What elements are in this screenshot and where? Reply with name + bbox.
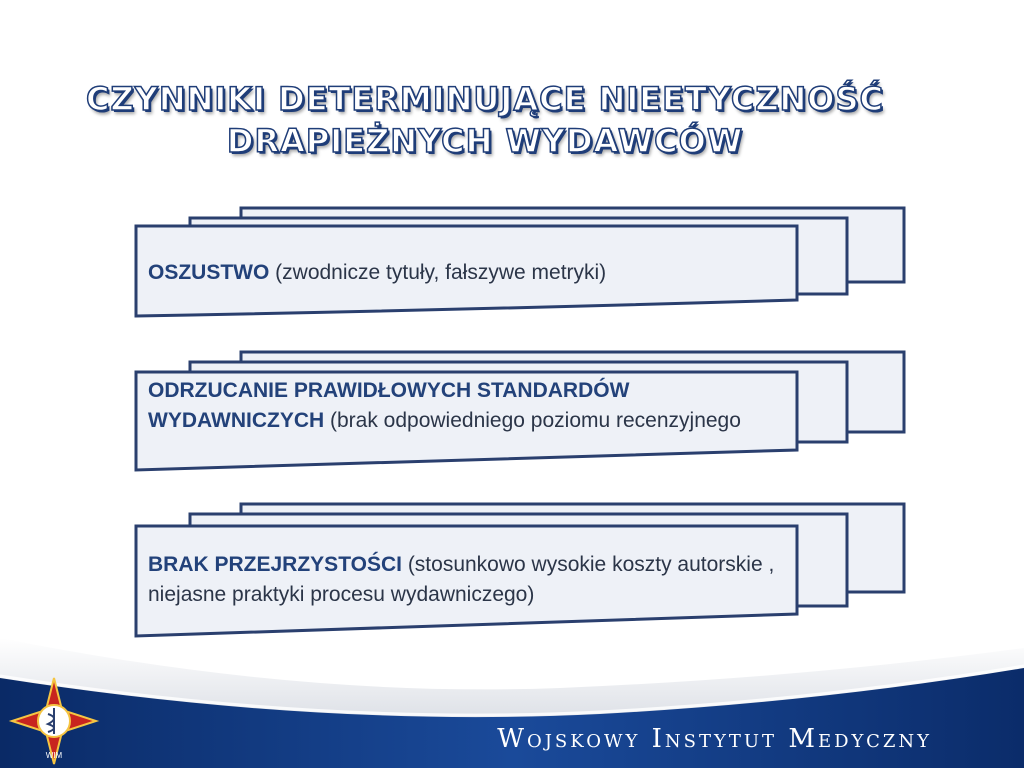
card-text-2 (148, 376, 788, 436)
logo-text: WIM (45, 751, 63, 760)
card-3-rest: (stosunkowo wysokie koszty autorskie , niejasne praktyki procesu wydawniczego) (148, 553, 775, 606)
card-1-bold: OSZUSTWO (148, 261, 270, 284)
card-text-1 (148, 258, 788, 288)
slide-title-line-2: DRAPIEŻNYCH WYDAWCÓW (226, 122, 744, 160)
card-stack-1 (134, 206, 906, 318)
slide-title (0, 78, 970, 162)
card-2-bold: ODRZUCANIE PRAWIDŁOWYCH STANDARDÓW WYDAWNICZYCH (148, 379, 630, 432)
card-stack-2 (134, 350, 906, 462)
card-1-rest: (zwodnicze tytuły, fałszywe metryki) (269, 261, 607, 284)
card-3-bold: BRAK PRZEJRZYSTOŚCI (148, 553, 402, 576)
card-stack-3 (134, 502, 906, 614)
card-text-3 (148, 550, 788, 610)
institution-name: Wojskowy Instytut Medyczny (497, 724, 932, 754)
wim-logo (8, 676, 100, 766)
slide-title-line-1: CZYNNIKI DETERMINUJĄCE NIEETYCZNOŚĆ (85, 80, 885, 118)
card-2-rest: (brak odpowiedniego poziomu recenzyjnego (324, 409, 741, 432)
